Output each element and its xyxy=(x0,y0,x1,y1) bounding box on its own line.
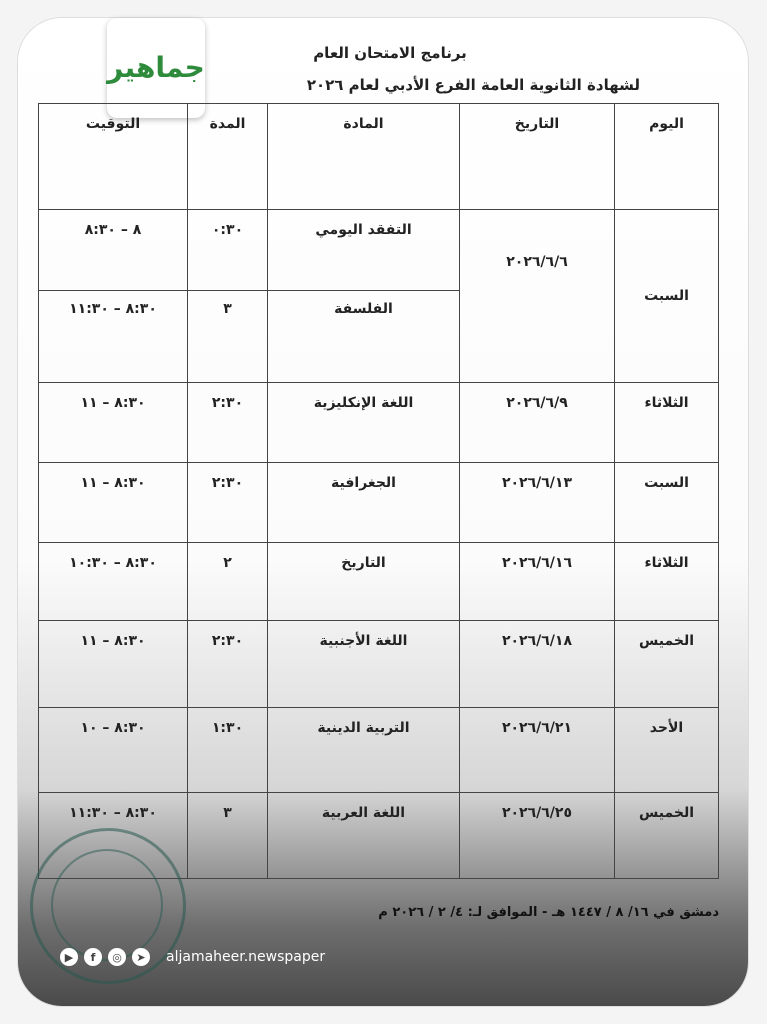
table-row xyxy=(39,621,719,708)
doc-title: برنامج الامتحان العام xyxy=(313,44,467,62)
header-subject: المادة xyxy=(268,104,460,210)
instagram-icon[interactable]: ◎ xyxy=(108,948,126,966)
exam-schedule-table xyxy=(38,103,719,879)
header-day: اليوم xyxy=(615,104,719,210)
date-cell: ٢٠٢٦/٦/٦ xyxy=(460,210,615,383)
subject-cell: اللغة العربية xyxy=(268,793,460,879)
day-cell: السبت xyxy=(615,463,719,543)
time-cell: ٨:٣٠ – ١١:٣٠ xyxy=(39,793,188,879)
date-cell: ٢٠٢٦/٦/٢١ xyxy=(460,708,615,793)
day-cell: السبت xyxy=(615,210,719,383)
date-cell: ٢٠٢٦/٦/٩ xyxy=(460,383,615,463)
subject-cell: التفقد اليومي xyxy=(268,210,460,291)
day-cell: الثلاثاء xyxy=(615,383,719,463)
duration-cell: ٢:٣٠ xyxy=(188,463,268,543)
day-cell: الثلاثاء xyxy=(615,543,719,621)
header-duration: المدة xyxy=(188,104,268,210)
doc-subtitle: لشهادة الثانوية العامة الفرع الأدبي لعام ٢٠٢٦ xyxy=(306,76,640,94)
social-footer xyxy=(60,948,325,966)
subject-cell: اللغة الإنكليزية xyxy=(268,383,460,463)
table-row xyxy=(39,463,719,543)
day-cell: الخميس xyxy=(615,621,719,708)
day-cell: الأحد xyxy=(615,708,719,793)
time-cell: ٨:٣٠ – ١١ xyxy=(39,463,188,543)
duration-cell: ٢:٣٠ xyxy=(188,383,268,463)
subject-cell: الفلسفة xyxy=(268,291,460,383)
duration-cell: ٠:٣٠ xyxy=(188,210,268,291)
time-cell: ٨:٣٠ – ١١:٣٠ xyxy=(39,291,188,383)
table-row xyxy=(39,543,719,621)
subject-cell: التربية الدينية xyxy=(268,708,460,793)
duration-cell: ٣ xyxy=(188,793,268,879)
duration-cell: ٣ xyxy=(188,291,268,383)
table-header-row xyxy=(39,104,719,210)
header-date: التاريخ xyxy=(460,104,615,210)
table-row xyxy=(39,210,719,291)
duration-cell: ٢:٣٠ xyxy=(188,621,268,708)
time-cell: ٨:٣٠ – ١٠ xyxy=(39,708,188,793)
time-cell: ٨:٣٠ – ١١ xyxy=(39,621,188,708)
subject-cell: التاريخ xyxy=(268,543,460,621)
date-cell: ٢٠٢٦/٦/٢٥ xyxy=(460,793,615,879)
header-time: التوقيت xyxy=(39,104,188,210)
duration-cell: ٢ xyxy=(188,543,268,621)
time-cell: ٨:٣٠ – ١١ xyxy=(39,383,188,463)
time-cell: ٨:٣٠ – ١٠:٣٠ xyxy=(39,543,188,621)
day-cell: الخميس xyxy=(615,793,719,879)
date-cell: ٢٠٢٦/٦/١٨ xyxy=(460,621,615,708)
time-cell: ٨ – ٨:٣٠ xyxy=(39,210,188,291)
logo-text: جماهير xyxy=(107,51,205,84)
date-cell: ٢٠٢٦/٦/١٦ xyxy=(460,543,615,621)
facebook-icon[interactable]: f xyxy=(84,948,102,966)
subject-cell: اللغة الأجنبية xyxy=(268,621,460,708)
youtube-icon[interactable]: ▶ xyxy=(60,948,78,966)
social-handle[interactable]: aljamaheer.newspaper xyxy=(166,949,326,965)
table-row xyxy=(39,708,719,793)
date-cell: ٢٠٢٦/٦/١٣ xyxy=(460,463,615,543)
telegram-icon[interactable]: ➤ xyxy=(132,948,150,966)
table-row xyxy=(39,383,719,463)
signature-date: دمشق في ١٦/ ٨ / ١٤٤٧ هـ - الموافق لـ: ٤/ ٢ / ٢٠٢٦ م xyxy=(378,905,719,920)
duration-cell: ١:٣٠ xyxy=(188,708,268,793)
subject-cell: الجغرافية xyxy=(268,463,460,543)
